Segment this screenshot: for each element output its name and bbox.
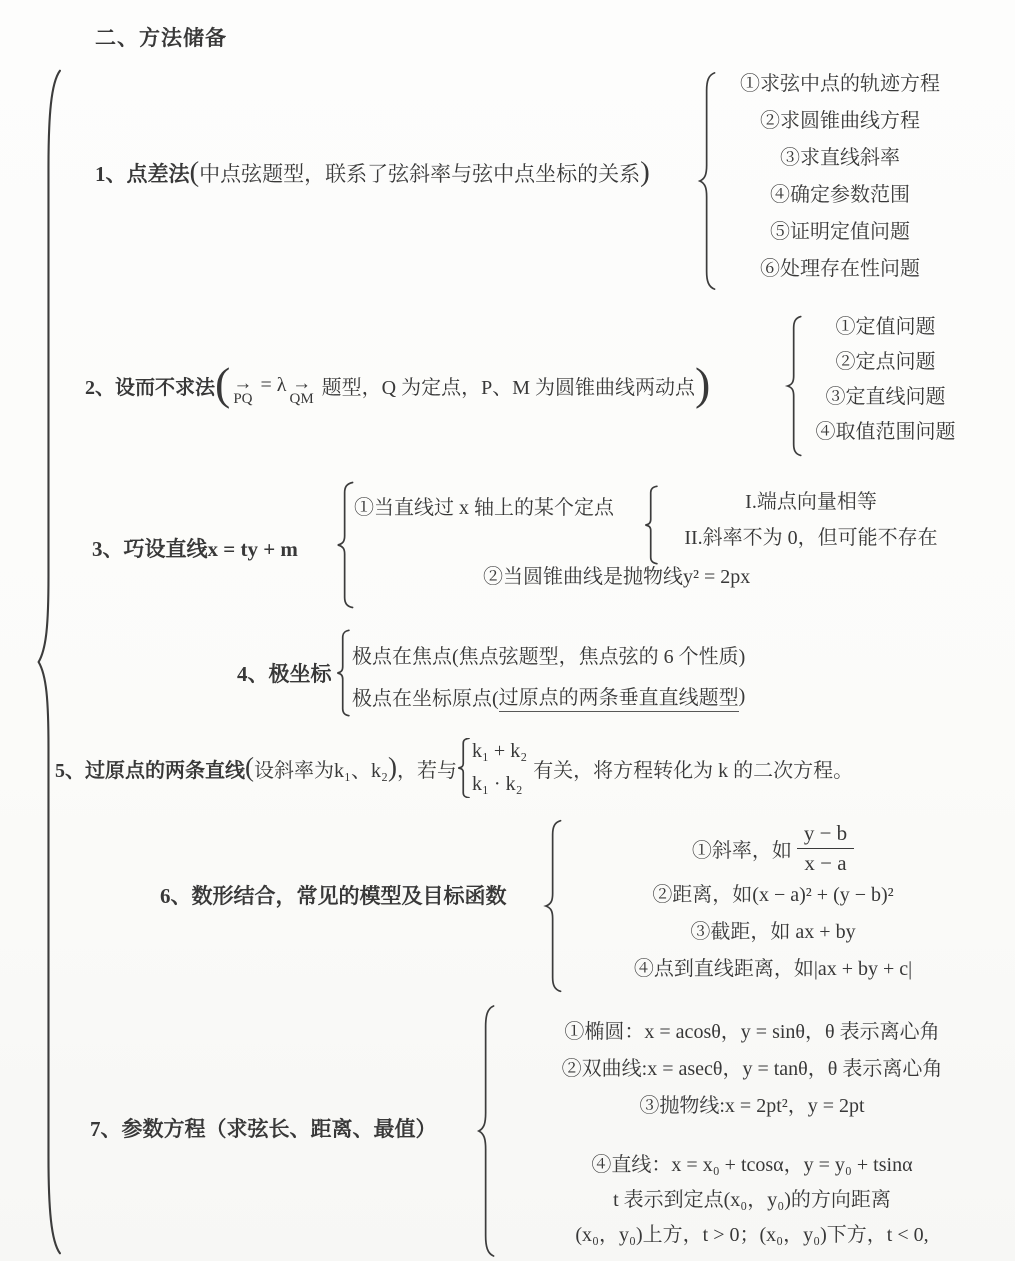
case-product: k₁ · k₂ (471, 773, 523, 795)
list-item: ③求直线斜率 (780, 147, 900, 169)
method-4-pole-origin (352, 680, 745, 712)
method-5-connector: ，若与 (396, 759, 457, 782)
case-1-text: ①当直线过 x 轴上的某个定点 (354, 496, 614, 519)
list-item: I.端点向量相等 (745, 491, 877, 513)
method-7-equations-top (492, 1014, 1012, 1125)
close-paren: ) (695, 358, 711, 409)
method-2-description: 题型，Q 为定点，P、M 为圆锥曲线两动点 (316, 376, 696, 399)
method-5-line (55, 736, 853, 800)
equals-lambda: = λ (255, 373, 287, 396)
main-outline-brace (36, 66, 62, 1258)
method-1-title: 1、点差法 (95, 162, 190, 186)
model-slope-label: ①斜率，如 (691, 839, 792, 862)
list-item: ③抛物线:x = 2pt²，y = 2pt (639, 1095, 865, 1117)
method-2-line (85, 358, 710, 412)
method-5-slopes: 设斜率为k₁、k₂ (254, 759, 388, 782)
method-7-line (90, 1112, 437, 1144)
method-3-case-1-subcases (658, 484, 964, 556)
method-6-models (556, 820, 990, 987)
vector-arrow-icon: → (233, 372, 253, 394)
close-paren: ) (640, 155, 650, 188)
list-item: ②双曲线:x = asecθ，y = tanθ，θ 表示离心角 (561, 1058, 943, 1080)
method-1-applications (706, 66, 974, 288)
list-item: II.斜率不为 0，但可能不存在 (684, 527, 938, 549)
method-3-brace (336, 482, 354, 608)
pole-origin-underlined: 过原点的两条垂直直线题型 (499, 681, 739, 712)
vector-pq (233, 374, 252, 407)
method-3-case-2 (483, 558, 750, 590)
list-item: t 表示到定点(x₀，y₀)的方向距离 (613, 1189, 891, 1211)
list-item: ③定直线问题 (825, 386, 946, 408)
method-3-case-1 (354, 488, 614, 522)
method-3-line (92, 532, 298, 564)
list-item: ③截距，如 ax + by (690, 921, 856, 943)
list-item: ⑥处理存在性问题 (760, 258, 920, 280)
vector-arrow-icon: → (292, 372, 312, 394)
slope-cases-stack (472, 735, 527, 801)
pole-origin-pre: 极点在坐标原点( (352, 687, 499, 710)
model-slope-line (692, 820, 854, 876)
pole-origin-close: ) (738, 684, 746, 707)
list-item: ④取值范围问题 (815, 421, 956, 443)
list-item: (x₀，y₀)上方，t > 0；(x₀，y₀)下方，t < 0, (575, 1224, 929, 1246)
method-2-title: 2、设而不求法 (85, 376, 215, 399)
case-sum: k₁ + k₂ (471, 740, 528, 762)
list-item: ②距离，如(x − a)² + (y − b)² (652, 884, 894, 906)
method-5-tail: 有关，将方程转化为 k 的二次方程。 (533, 759, 854, 782)
close-paren: ) (387, 751, 397, 782)
list-item: ①求弦中点的轨迹方程 (740, 73, 940, 95)
method-4-brace (336, 630, 350, 716)
case-2-text: ②当圆锥曲线是抛物线y² = 2px (483, 565, 751, 588)
method-6-title: 6、数形结合，常见的模型及目标函数 (160, 884, 507, 908)
method-1-line (95, 150, 650, 196)
open-paren: ( (189, 155, 200, 188)
fraction (797, 820, 854, 876)
method-7-equations-bottom (492, 1148, 1012, 1253)
method-6-line (160, 879, 507, 911)
pole-focus-text: 极点在焦点(焦点弦题型，焦点弦的 6 个性质) (352, 645, 746, 668)
vector-pq-label: PQ (233, 390, 253, 407)
method-4-title: 4、极坐标 (237, 662, 332, 686)
list-item: ①定值问题 (835, 316, 936, 338)
list-item: ②求圆锥曲线方程 (760, 110, 920, 132)
method-4-pole-focus (352, 638, 745, 670)
vector-qm (290, 374, 314, 407)
method-1-description: 中点弦题型，联系了弦斜率与弦中点坐标的关系 (199, 162, 641, 186)
method-3-title: 3、巧设直线x = ty + m (92, 537, 298, 561)
page-title: 二、方法储备 (95, 26, 227, 50)
method-4-line (237, 657, 332, 689)
list-item: ④点到直线距离，如|ax + by + c| (633, 958, 913, 980)
open-paren: ( (215, 358, 231, 409)
vector-qm-label: QM (289, 390, 314, 407)
list-item: ⑤证明定值问题 (770, 221, 910, 243)
method-7-title: 7、参数方程（求弦长、距离、最值） (90, 1117, 437, 1141)
denominator: x − a (804, 850, 847, 875)
list-item: ④直线：x = x₀ + tcosα，y = y₀ + tsinα (591, 1154, 913, 1176)
list-item: ④确定参数范围 (770, 184, 910, 206)
method-2-applications (798, 310, 973, 450)
numerator: y − b (797, 820, 854, 848)
list-item: ②定点问题 (835, 351, 936, 373)
method-5-title: 5、过原点的两条直线 (55, 759, 245, 782)
cases-brace (457, 738, 470, 798)
list-item: ①椭圆：x = acosθ，y = sinθ，θ 表示离心角 (564, 1021, 940, 1043)
method-3-nested-brace (644, 486, 658, 564)
open-paren: ( (245, 751, 254, 782)
